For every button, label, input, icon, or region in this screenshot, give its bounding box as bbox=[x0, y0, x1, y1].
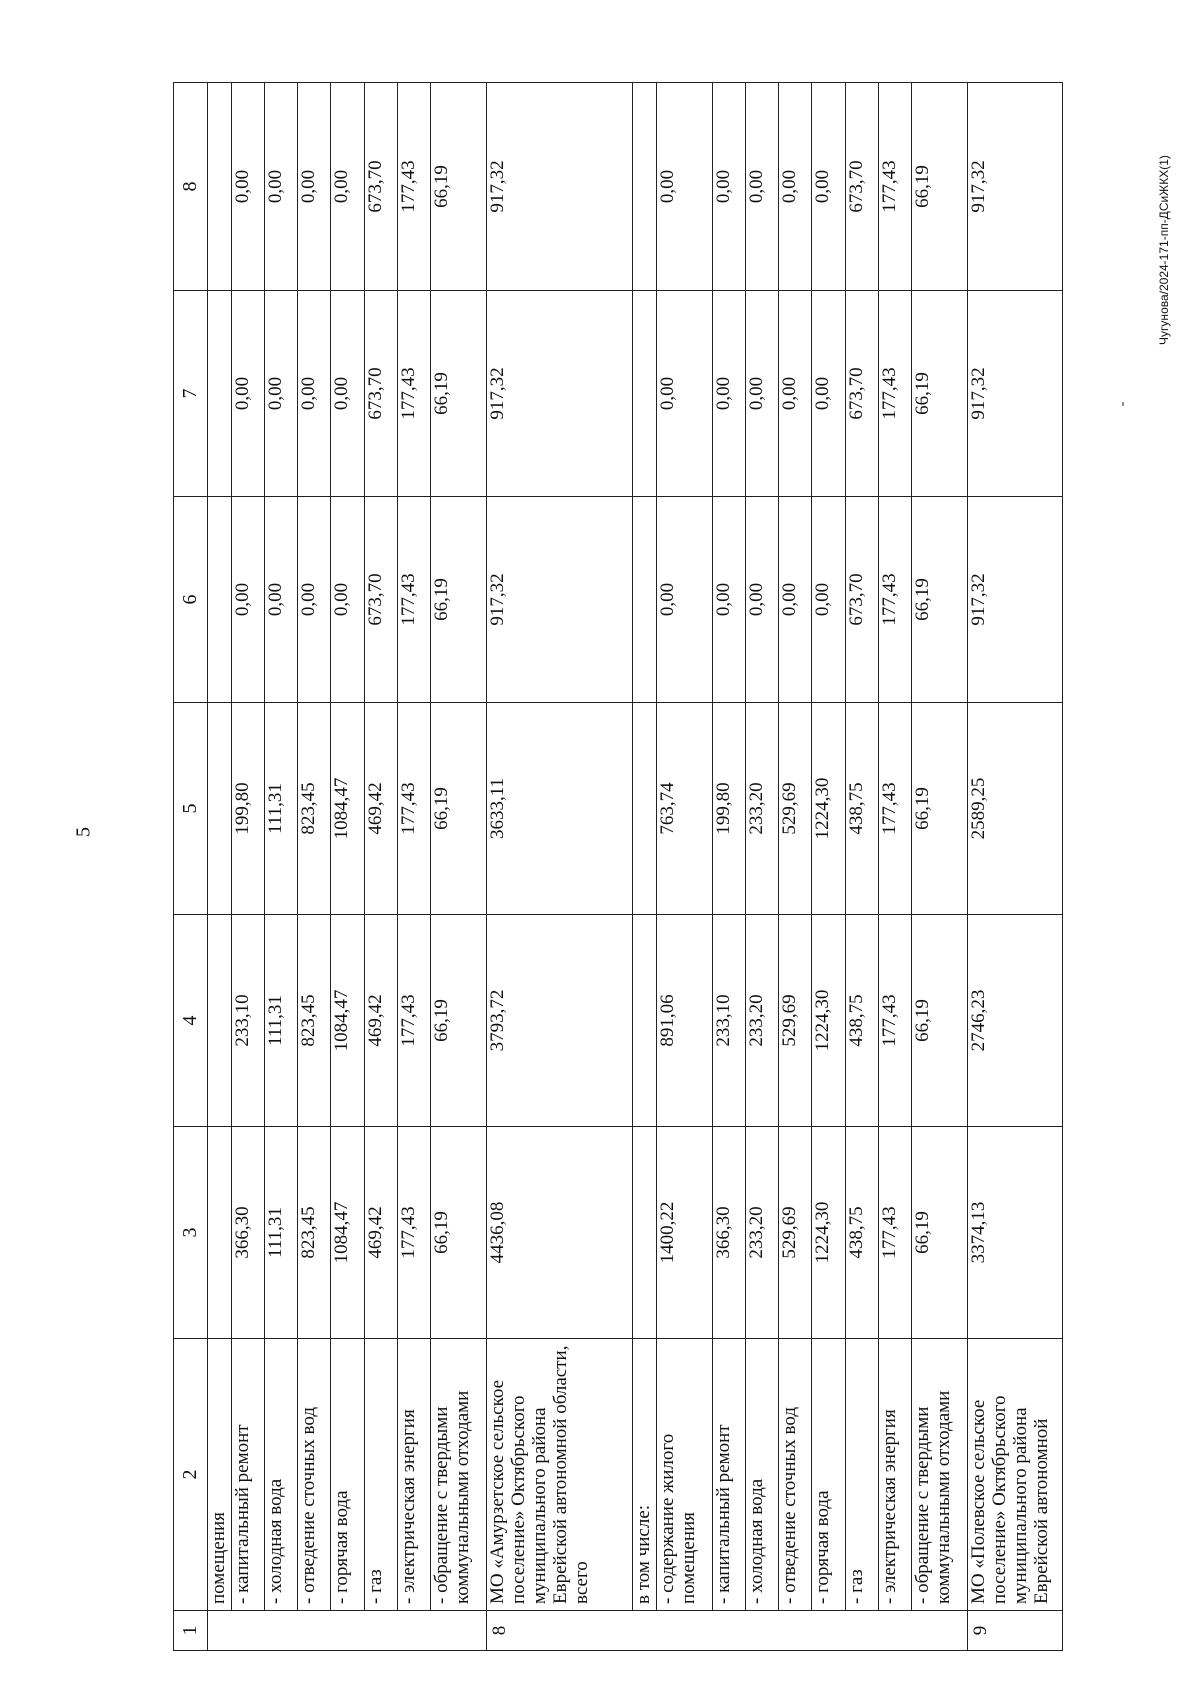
row-number-cell bbox=[331, 1611, 364, 1651]
col-header-8: 8 bbox=[174, 83, 208, 291]
row-number-cell bbox=[712, 1611, 745, 1651]
tariff-table-rotated bbox=[173, 83, 1063, 1651]
value-cell-col8: 0,00 bbox=[231, 83, 264, 291]
value-cell-col8: 66,19 bbox=[911, 83, 967, 291]
value-cell-col3: 233,20 bbox=[745, 1127, 778, 1339]
value-cell-col8: 0,00 bbox=[779, 83, 812, 291]
value-cell-col3 bbox=[208, 1127, 232, 1339]
row-number-cell bbox=[633, 1611, 657, 1651]
row-label-cell: - холодная вода bbox=[745, 1339, 778, 1611]
row-number-cell bbox=[397, 1611, 430, 1651]
col-header-2: 2 bbox=[174, 1339, 208, 1611]
page-number: 5 bbox=[72, 827, 95, 837]
value-cell-col6: 0,00 bbox=[745, 497, 778, 703]
table-row bbox=[845, 83, 878, 1651]
tariff-table bbox=[173, 82, 1063, 1651]
header-row bbox=[174, 83, 208, 1651]
value-cell-col5: 469,42 bbox=[364, 703, 397, 915]
row-label-cell: - горячая вода bbox=[331, 1339, 364, 1611]
col-header-3: 3 bbox=[174, 1127, 208, 1339]
row-label-cell: - содержание жилого помещения bbox=[657, 1339, 713, 1611]
value-cell-col4: 177,43 bbox=[878, 915, 911, 1127]
table-row bbox=[265, 83, 298, 1651]
value-cell-col7: 0,00 bbox=[745, 291, 778, 497]
value-cell-col4: 438,75 bbox=[845, 915, 878, 1127]
col-header-5: 5 bbox=[174, 703, 208, 915]
value-cell-col4: 66,19 bbox=[431, 915, 487, 1127]
value-cell-col3: 1224,30 bbox=[812, 1127, 845, 1339]
value-cell-col5: 66,19 bbox=[911, 703, 967, 915]
table-row bbox=[208, 83, 232, 1651]
table-row bbox=[231, 83, 264, 1651]
value-cell-col4: 66,19 bbox=[911, 915, 967, 1127]
table-row bbox=[967, 83, 1062, 1651]
value-cell-col4: 1224,30 bbox=[812, 915, 845, 1127]
value-cell-col5 bbox=[208, 703, 232, 915]
row-label-cell: - обращение с твердыми коммунальными отходами bbox=[431, 1339, 487, 1611]
value-cell-col5: 66,19 bbox=[431, 703, 487, 915]
value-cell-col6: 0,00 bbox=[712, 497, 745, 703]
value-cell-col6: 673,70 bbox=[364, 497, 397, 703]
value-cell-col6 bbox=[633, 497, 657, 703]
value-cell-col3: 438,75 bbox=[845, 1127, 878, 1339]
value-cell-col4: 823,45 bbox=[298, 915, 331, 1127]
table-row bbox=[633, 83, 657, 1651]
value-cell-col7: 917,32 bbox=[967, 291, 1062, 497]
value-cell-col5: 233,20 bbox=[745, 703, 778, 915]
col-header-1: 1 bbox=[174, 1611, 208, 1651]
value-cell-col6: 177,43 bbox=[878, 497, 911, 703]
row-number-cell: 9 bbox=[967, 1611, 1062, 1651]
value-cell-col5: 177,43 bbox=[397, 703, 430, 915]
value-cell-col6: 0,00 bbox=[265, 497, 298, 703]
row-label-cell: МО «Полевское сельское поселение» Октябрьского муниципального района Еврейской автономной bbox=[967, 1339, 1062, 1611]
value-cell-col3: 66,19 bbox=[431, 1127, 487, 1339]
row-number-cell bbox=[231, 1611, 264, 1651]
value-cell-col8: 0,00 bbox=[265, 83, 298, 291]
value-cell-col8: 673,70 bbox=[845, 83, 878, 291]
value-cell-col3: 177,43 bbox=[397, 1127, 430, 1339]
table-row bbox=[812, 83, 845, 1651]
row-number-cell bbox=[265, 1611, 298, 1651]
value-cell-col8: 0,00 bbox=[712, 83, 745, 291]
value-cell-col3: 4436,08 bbox=[486, 1127, 633, 1339]
value-cell-col5: 1224,30 bbox=[812, 703, 845, 915]
document-footer-code: Чугунова/2024-171-пп-ДСиЖКХ(1) bbox=[1157, 155, 1171, 345]
value-cell-col8: 917,32 bbox=[967, 83, 1062, 291]
value-cell-col6: 917,32 bbox=[486, 497, 633, 703]
value-cell-col6: 0,00 bbox=[331, 497, 364, 703]
value-cell-col3: 177,43 bbox=[878, 1127, 911, 1339]
value-cell-col6: 66,19 bbox=[431, 497, 487, 703]
value-cell-col3: 366,30 bbox=[231, 1127, 264, 1339]
table-row bbox=[431, 83, 487, 1651]
value-cell-col7: 917,32 bbox=[486, 291, 633, 497]
row-label-cell: - газ bbox=[845, 1339, 878, 1611]
row-number-cell bbox=[878, 1611, 911, 1651]
value-cell-col8: 0,00 bbox=[331, 83, 364, 291]
value-cell-col7: 0,00 bbox=[712, 291, 745, 497]
row-number-cell bbox=[208, 1611, 232, 1651]
value-cell-col8: 66,19 bbox=[431, 83, 487, 291]
row-number-cell bbox=[779, 1611, 812, 1651]
table-row bbox=[397, 83, 430, 1651]
row-label-cell: - капитальный ремонт bbox=[231, 1339, 264, 1611]
value-cell-col8: 0,00 bbox=[657, 83, 713, 291]
value-cell-col7: 0,00 bbox=[265, 291, 298, 497]
value-cell-col4: 233,10 bbox=[712, 915, 745, 1127]
value-cell-col7: 177,43 bbox=[878, 291, 911, 497]
value-cell-col5: 111,31 bbox=[265, 703, 298, 915]
value-cell-col5: 438,75 bbox=[845, 703, 878, 915]
col-header-7: 7 bbox=[174, 291, 208, 497]
value-cell-col7: 0,00 bbox=[779, 291, 812, 497]
value-cell-col6: 0,00 bbox=[657, 497, 713, 703]
table-row bbox=[779, 83, 812, 1651]
value-cell-col6: 0,00 bbox=[779, 497, 812, 703]
table-row bbox=[878, 83, 911, 1651]
value-cell-col5: 199,80 bbox=[231, 703, 264, 915]
row-number-cell bbox=[745, 1611, 778, 1651]
value-cell-col4: 469,42 bbox=[364, 915, 397, 1127]
value-cell-col7: 673,70 bbox=[845, 291, 878, 497]
table-row bbox=[657, 83, 713, 1651]
value-cell-col3: 111,31 bbox=[265, 1127, 298, 1339]
value-cell-col7: 0,00 bbox=[231, 291, 264, 497]
value-cell-col7 bbox=[633, 291, 657, 497]
value-cell-col3: 1400,22 bbox=[657, 1127, 713, 1339]
value-cell-col3 bbox=[633, 1127, 657, 1339]
value-cell-col3: 366,30 bbox=[712, 1127, 745, 1339]
value-cell-col3: 529,69 bbox=[779, 1127, 812, 1339]
row-number-cell bbox=[298, 1611, 331, 1651]
value-cell-col6 bbox=[208, 497, 232, 703]
row-number-cell bbox=[911, 1611, 967, 1651]
value-cell-col6: 0,00 bbox=[298, 497, 331, 703]
value-cell-col8: 673,70 bbox=[364, 83, 397, 291]
value-cell-col8 bbox=[633, 83, 657, 291]
row-number-cell: 8 bbox=[486, 1611, 633, 1651]
value-cell-col4: 111,31 bbox=[265, 915, 298, 1127]
value-cell-col4: 3793,72 bbox=[486, 915, 633, 1127]
value-cell-col4: 1084,47 bbox=[331, 915, 364, 1127]
row-label-cell: - капитальный ремонт bbox=[712, 1339, 745, 1611]
value-cell-col4: 2746,23 bbox=[967, 915, 1062, 1127]
value-cell-col5: 2589,25 bbox=[967, 703, 1062, 915]
row-label-cell: - горячая вода bbox=[812, 1339, 845, 1611]
value-cell-col8: 177,43 bbox=[878, 83, 911, 291]
value-cell-col8: 177,43 bbox=[397, 83, 430, 291]
margin-dash: - bbox=[1115, 401, 1130, 407]
value-cell-col5: 823,45 bbox=[298, 703, 331, 915]
table-row bbox=[745, 83, 778, 1651]
value-cell-col6: 673,70 bbox=[845, 497, 878, 703]
value-cell-col4: 233,20 bbox=[745, 915, 778, 1127]
value-cell-col6: 66,19 bbox=[911, 497, 967, 703]
table-row bbox=[486, 83, 633, 1651]
value-cell-col7: 177,43 bbox=[397, 291, 430, 497]
table-row bbox=[911, 83, 967, 1651]
value-cell-col3: 1084,47 bbox=[331, 1127, 364, 1339]
value-cell-col4 bbox=[208, 915, 232, 1127]
value-cell-col5: 763,74 bbox=[657, 703, 713, 915]
value-cell-col7: 0,00 bbox=[657, 291, 713, 497]
col-header-4: 4 bbox=[174, 915, 208, 1127]
value-cell-col8: 0,00 bbox=[745, 83, 778, 291]
value-cell-col8: 0,00 bbox=[812, 83, 845, 291]
value-cell-col3: 823,45 bbox=[298, 1127, 331, 1339]
value-cell-col5: 199,80 bbox=[712, 703, 745, 915]
value-cell-col8: 917,32 bbox=[486, 83, 633, 291]
value-cell-col4: 233,10 bbox=[231, 915, 264, 1127]
value-cell-col5: 1084,47 bbox=[331, 703, 364, 915]
value-cell-col3: 469,42 bbox=[364, 1127, 397, 1339]
row-label-cell: МО «Амурзетское сельское поселение» Октябрьского муниципального района Еврейской автономной области, всего bbox=[486, 1339, 633, 1611]
row-label-cell: - отведение сточных вод bbox=[298, 1339, 331, 1611]
value-cell-col7: 0,00 bbox=[331, 291, 364, 497]
row-number-cell bbox=[657, 1611, 713, 1651]
row-number-cell bbox=[812, 1611, 845, 1651]
value-cell-col6: 177,43 bbox=[397, 497, 430, 703]
value-cell-col7: 673,70 bbox=[364, 291, 397, 497]
value-cell-col7: 0,00 bbox=[812, 291, 845, 497]
table-row bbox=[712, 83, 745, 1651]
value-cell-col6: 0,00 bbox=[231, 497, 264, 703]
value-cell-col7: 66,19 bbox=[431, 291, 487, 497]
table-row bbox=[331, 83, 364, 1651]
row-label-cell: в том числе: bbox=[633, 1339, 657, 1611]
value-cell-col7: 66,19 bbox=[911, 291, 967, 497]
value-cell-col3: 66,19 bbox=[911, 1127, 967, 1339]
value-cell-col4 bbox=[633, 915, 657, 1127]
row-label-cell: - обращение с твердыми коммунальными отходами bbox=[911, 1339, 967, 1611]
value-cell-col5: 529,69 bbox=[779, 703, 812, 915]
value-cell-col8 bbox=[208, 83, 232, 291]
row-number-cell bbox=[845, 1611, 878, 1651]
row-label-cell: - газ bbox=[364, 1339, 397, 1611]
value-cell-col5 bbox=[633, 703, 657, 915]
value-cell-col5: 3633,11 bbox=[486, 703, 633, 915]
value-cell-col7 bbox=[208, 291, 232, 497]
row-label-cell: - электрическая энергия bbox=[878, 1339, 911, 1611]
row-number-cell bbox=[364, 1611, 397, 1651]
row-number-cell bbox=[431, 1611, 487, 1651]
value-cell-col6: 917,32 bbox=[967, 497, 1062, 703]
value-cell-col4: 529,69 bbox=[779, 915, 812, 1127]
value-cell-col5: 177,43 bbox=[878, 703, 911, 915]
table-row bbox=[364, 83, 397, 1651]
value-cell-col6: 0,00 bbox=[812, 497, 845, 703]
value-cell-col7: 0,00 bbox=[298, 291, 331, 497]
value-cell-col8: 0,00 bbox=[298, 83, 331, 291]
col-header-6: 6 bbox=[174, 497, 208, 703]
value-cell-col4: 177,43 bbox=[397, 915, 430, 1127]
value-cell-col3: 3374,13 bbox=[967, 1127, 1062, 1339]
row-label-cell: помещения bbox=[208, 1339, 232, 1611]
value-cell-col4: 891,06 bbox=[657, 915, 713, 1127]
row-label-cell: - электрическая энергия bbox=[397, 1339, 430, 1611]
row-label-cell: - холодная вода bbox=[265, 1339, 298, 1611]
table-row bbox=[298, 83, 331, 1651]
row-label-cell: - отведение сточных вод bbox=[779, 1339, 812, 1611]
